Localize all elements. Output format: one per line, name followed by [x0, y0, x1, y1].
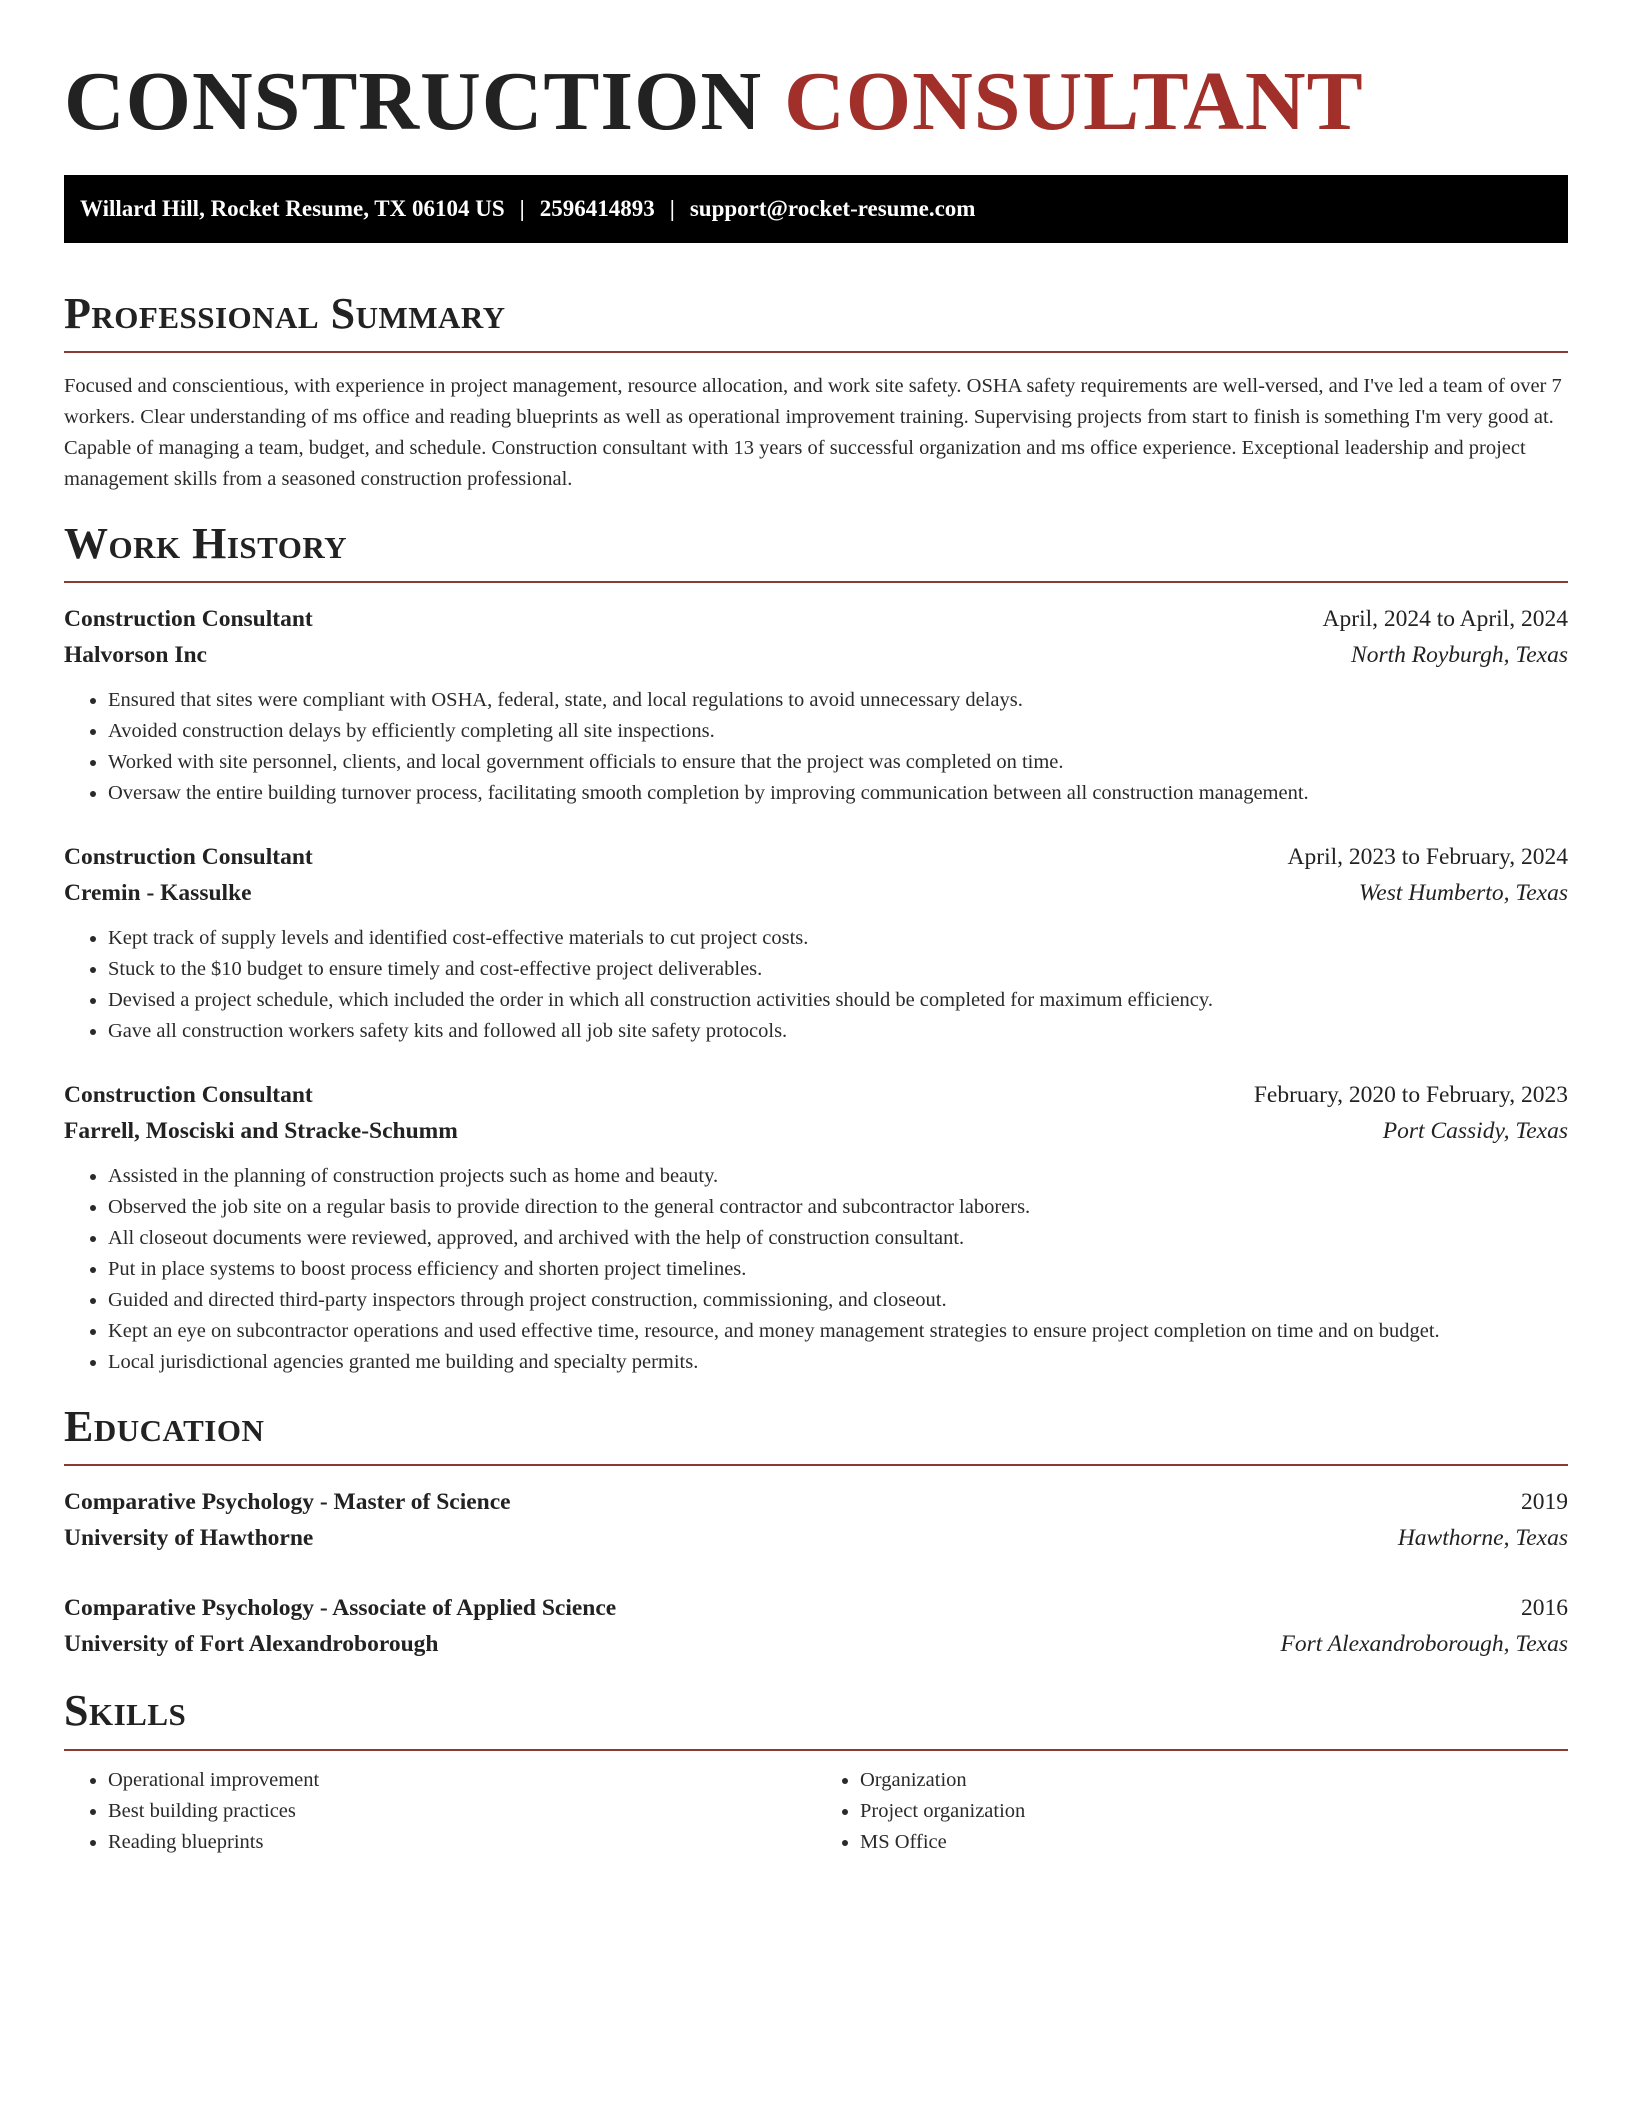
- summary-text: Focused and conscientious, with experience in project management, resource allocation, and work site safety. OSHA safety requirements are well-versed, and I've led a team of over 7 workers. Clear understanding of ms office and reading blueprints as well as operational improvement training. Supervising projects from start to finish is something I'm very good at. Capable of managing a team, budget, and schedule. Construction consultant with 13 years of successful organization and ms office experience. Exceptional leadership and project management skills from a seasoned construction professional.: [64, 374, 1562, 490]
- job-duty: • Stuck to the $10 budget to ensure timely and cost-effective project deliverables.: [108, 954, 1568, 985]
- contact-separator: |: [519, 195, 525, 221]
- section-heading-skills: Skills: [64, 1688, 1568, 1750]
- job-location: North Royburgh, Texas: [1351, 642, 1568, 669]
- job-duty: • All closeout documents were reviewed, approved, and archived with the help of construction consultant.: [108, 1223, 1568, 1254]
- education-school: University of Hawthorne: [64, 1525, 314, 1552]
- job-duty: • Gave all construction workers safety kits and followed all job site safety protocols.: [108, 1016, 1568, 1047]
- job-location: West Humberto, Texas: [1358, 880, 1568, 907]
- skill-item: • Reading blueprints: [108, 1827, 816, 1858]
- job-duty: • Local jurisdictional agencies granted me building and specialty permits.: [108, 1347, 1568, 1378]
- job-dates: February, 2020 to February, 2023: [1253, 1082, 1568, 1109]
- education-school-row: [64, 1626, 1568, 1662]
- skill-item: • Project organization: [860, 1796, 1568, 1827]
- skills-column-left: [64, 1765, 816, 1858]
- job-company: Halvorson Inc: [64, 642, 207, 669]
- job-duty: • Avoided construction delays by efficiently completing all site inspections.: [108, 716, 1568, 747]
- job-duties-list: [64, 685, 1568, 809]
- contact-address: Willard Hill, Rocket Resume, TX 06104 US: [80, 195, 505, 221]
- job-company: Cremin - Kassulke: [64, 880, 252, 907]
- job-duty: • Kept an eye on subcontractor operations and used effective time, resource, and money management strategies to ensure project completion on time and on budget.: [108, 1316, 1568, 1347]
- education-entry: [64, 1590, 1568, 1662]
- job-entry: [64, 1077, 1568, 1378]
- job-duty: • Observed the job site on a regular basis to provide direction to the general contractor and subcontractor laborers.: [108, 1192, 1568, 1223]
- skills-list: [64, 1765, 1568, 1858]
- job-duty: • Worked with site personnel, clients, and local government officials to ensure that the project was completed on time.: [108, 747, 1568, 778]
- job-duty: • Devised a project schedule, which included the order in which all construction activities should be completed for maximum efficiency.: [108, 985, 1568, 1016]
- job-header-row: [64, 601, 1568, 637]
- job-company-row: [64, 637, 1568, 673]
- contact-separator: |: [669, 195, 675, 221]
- job-title: Construction Consultant: [64, 606, 313, 633]
- job-duty: • Assisted in the planning of construction projects such as home and beauty.: [108, 1161, 1568, 1192]
- job-duty: • Kept track of supply levels and identified cost-effective materials to cut project costs.: [108, 923, 1568, 954]
- job-company-row: [64, 875, 1568, 911]
- job-company-row: [64, 1113, 1568, 1149]
- contact-bar: [64, 175, 1568, 243]
- title-part-construction: CONSTRUCTION: [64, 55, 763, 148]
- education-year: 2019: [1521, 1489, 1568, 1516]
- skill-item: • Best building practices: [108, 1796, 816, 1827]
- job-duty: • Ensured that sites were compliant with OSHA, federal, state, and local regulations to avoid unnecessary delays.: [108, 685, 1568, 716]
- contact-email: support@rocket-resume.com: [689, 195, 976, 221]
- job-header-row: [64, 839, 1568, 875]
- contact-phone: 2596414893: [539, 195, 655, 221]
- job-duty: • Put in place systems to boost process efficiency and shorten project timelines.: [108, 1254, 1568, 1285]
- job-location: Port Cassidy, Texas: [1382, 1118, 1568, 1145]
- education-school-row: [64, 1520, 1568, 1556]
- job-duties-list: [64, 923, 1568, 1047]
- education-location: Hawthorne, Texas: [1397, 1525, 1568, 1552]
- job-title: Construction Consultant: [64, 1082, 313, 1109]
- education-year: 2016: [1521, 1595, 1568, 1622]
- job-duties-list: [64, 1161, 1568, 1378]
- skills-column-right: [816, 1765, 1568, 1858]
- section-heading-education: Education: [64, 1404, 1568, 1466]
- education-location: Fort Alexandroborough, Texas: [1280, 1631, 1568, 1658]
- job-entry: [64, 601, 1568, 809]
- skill-item: • MS Office: [860, 1827, 1568, 1858]
- job-duty: • Oversaw the entire building turnover process, facilitating smooth completion by improving communication between all construction management.: [108, 778, 1568, 809]
- education-degree-row: [64, 1590, 1568, 1626]
- section-heading-summary: Professional Summary: [64, 291, 1568, 353]
- education-entry: [64, 1484, 1568, 1556]
- title-part-consultant: CONSULTANT: [784, 55, 1364, 148]
- education-degree-row: [64, 1484, 1568, 1520]
- education-degree: Comparative Psychology - Associate of Applied Science: [64, 1595, 617, 1622]
- job-dates: April, 2023 to February, 2024: [1287, 844, 1568, 871]
- job-header-row: [64, 1077, 1568, 1113]
- resume-title: [64, 52, 1568, 153]
- education-school: University of Fort Alexandroborough: [64, 1631, 439, 1658]
- job-dates: April, 2024 to April, 2024: [1322, 606, 1568, 633]
- job-company: Farrell, Mosciski and Stracke-Schumm: [64, 1118, 458, 1145]
- skill-item: • Organization: [860, 1765, 1568, 1796]
- education-degree: Comparative Psychology - Master of Science: [64, 1489, 511, 1516]
- section-heading-work-history: Work History: [64, 521, 1568, 583]
- skill-item: • Operational improvement: [108, 1765, 816, 1796]
- job-title: Construction Consultant: [64, 844, 313, 871]
- job-duty: • Guided and directed third-party inspectors through project construction, commissioning, and closeout.: [108, 1285, 1568, 1316]
- job-entry: [64, 839, 1568, 1047]
